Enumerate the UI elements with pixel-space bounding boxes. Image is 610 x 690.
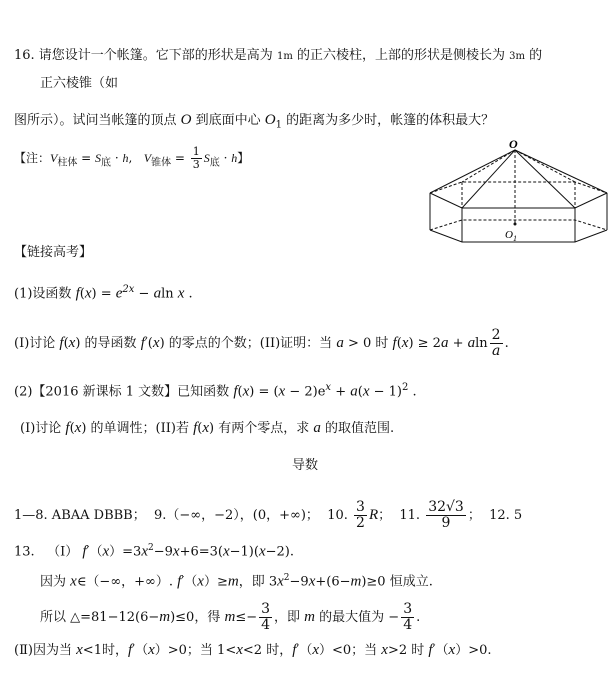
problem16-line3: 图所示）。试问当帐篷的顶点 O 到底面中心 $O_1$ 的距离为多少时，帐篷的体积最大？ <box>14 112 495 131</box>
q13-line3: 所以 △=81−12(6−m)≤0，得 m≤− $\frac{3}{4}$ ，即 m 的最大值为 − $\frac{3}{4}$ . <box>40 601 421 633</box>
section-title: 导数 <box>291 458 318 473</box>
q2-parts: (I)讨论 f(x) 的单调性；(II)若 f(x) 有两个零点，求 a 的取值范围. <box>20 420 395 436</box>
tent-figure <box>425 138 610 246</box>
q13-line2: 因为 x∈（−∞，+∞）. f′（x）≥m，即 $3x^2-9x+(6-m)\ge 0$ 恒成立. <box>40 573 433 590</box>
answers-line: 1—8. ABAA DBBB； 9.（−∞，−2），(0，+∞)； 10. $\frac{3}{2}$ R； 11. $\frac{32√3}{9}$ ； 12. 5 <box>14 499 523 531</box>
problem16-line2: 正六棱锥（如 <box>40 76 119 91</box>
q13-line4: (Ⅱ)因为当 x<1时，f′（x）>0；当 1<x<2 时，f′（x）<0；当 x>2 时 f′（x）>0. <box>14 642 492 658</box>
q13-line1: 13. （Ⅰ） $f'(x)=3x^2-9x+6=3(x-1)(x-2)$. <box>14 543 294 560</box>
problem16-note: 【注：$V_{柱体} = S_底 \cdot h$, $V_{锥体}$ = $\frac{1}{3}$ $S_底 \cdot h$】 <box>14 145 250 171</box>
base-center-label: $O_1$ <box>505 229 517 243</box>
link-header: 【链接高考】 <box>14 245 93 260</box>
q1-stem: (1)设函数 $f(x) = e^{2x} - aln$ x . <box>14 284 193 302</box>
q1-parts: (I)讨论 f(x) 的导函数 f′(x) 的零点的个数；(II)证明：当 a > 0 时 f(x) ≥ 2a + aln $\frac{2}{a}$ . <box>14 327 509 359</box>
problem16-line1: 16. 请您设计一个帐篷。它下部的形状是高为 1m 的正六棱柱，上部的形状是侧棱长为 3m 的 <box>14 48 543 63</box>
q2-stem: (2)【2016 新课标 1 文数】已知函数 $f(x) = (x - 2)e^x + a(x - 1)^2$ . <box>14 382 417 400</box>
apex-label: O <box>509 138 518 151</box>
